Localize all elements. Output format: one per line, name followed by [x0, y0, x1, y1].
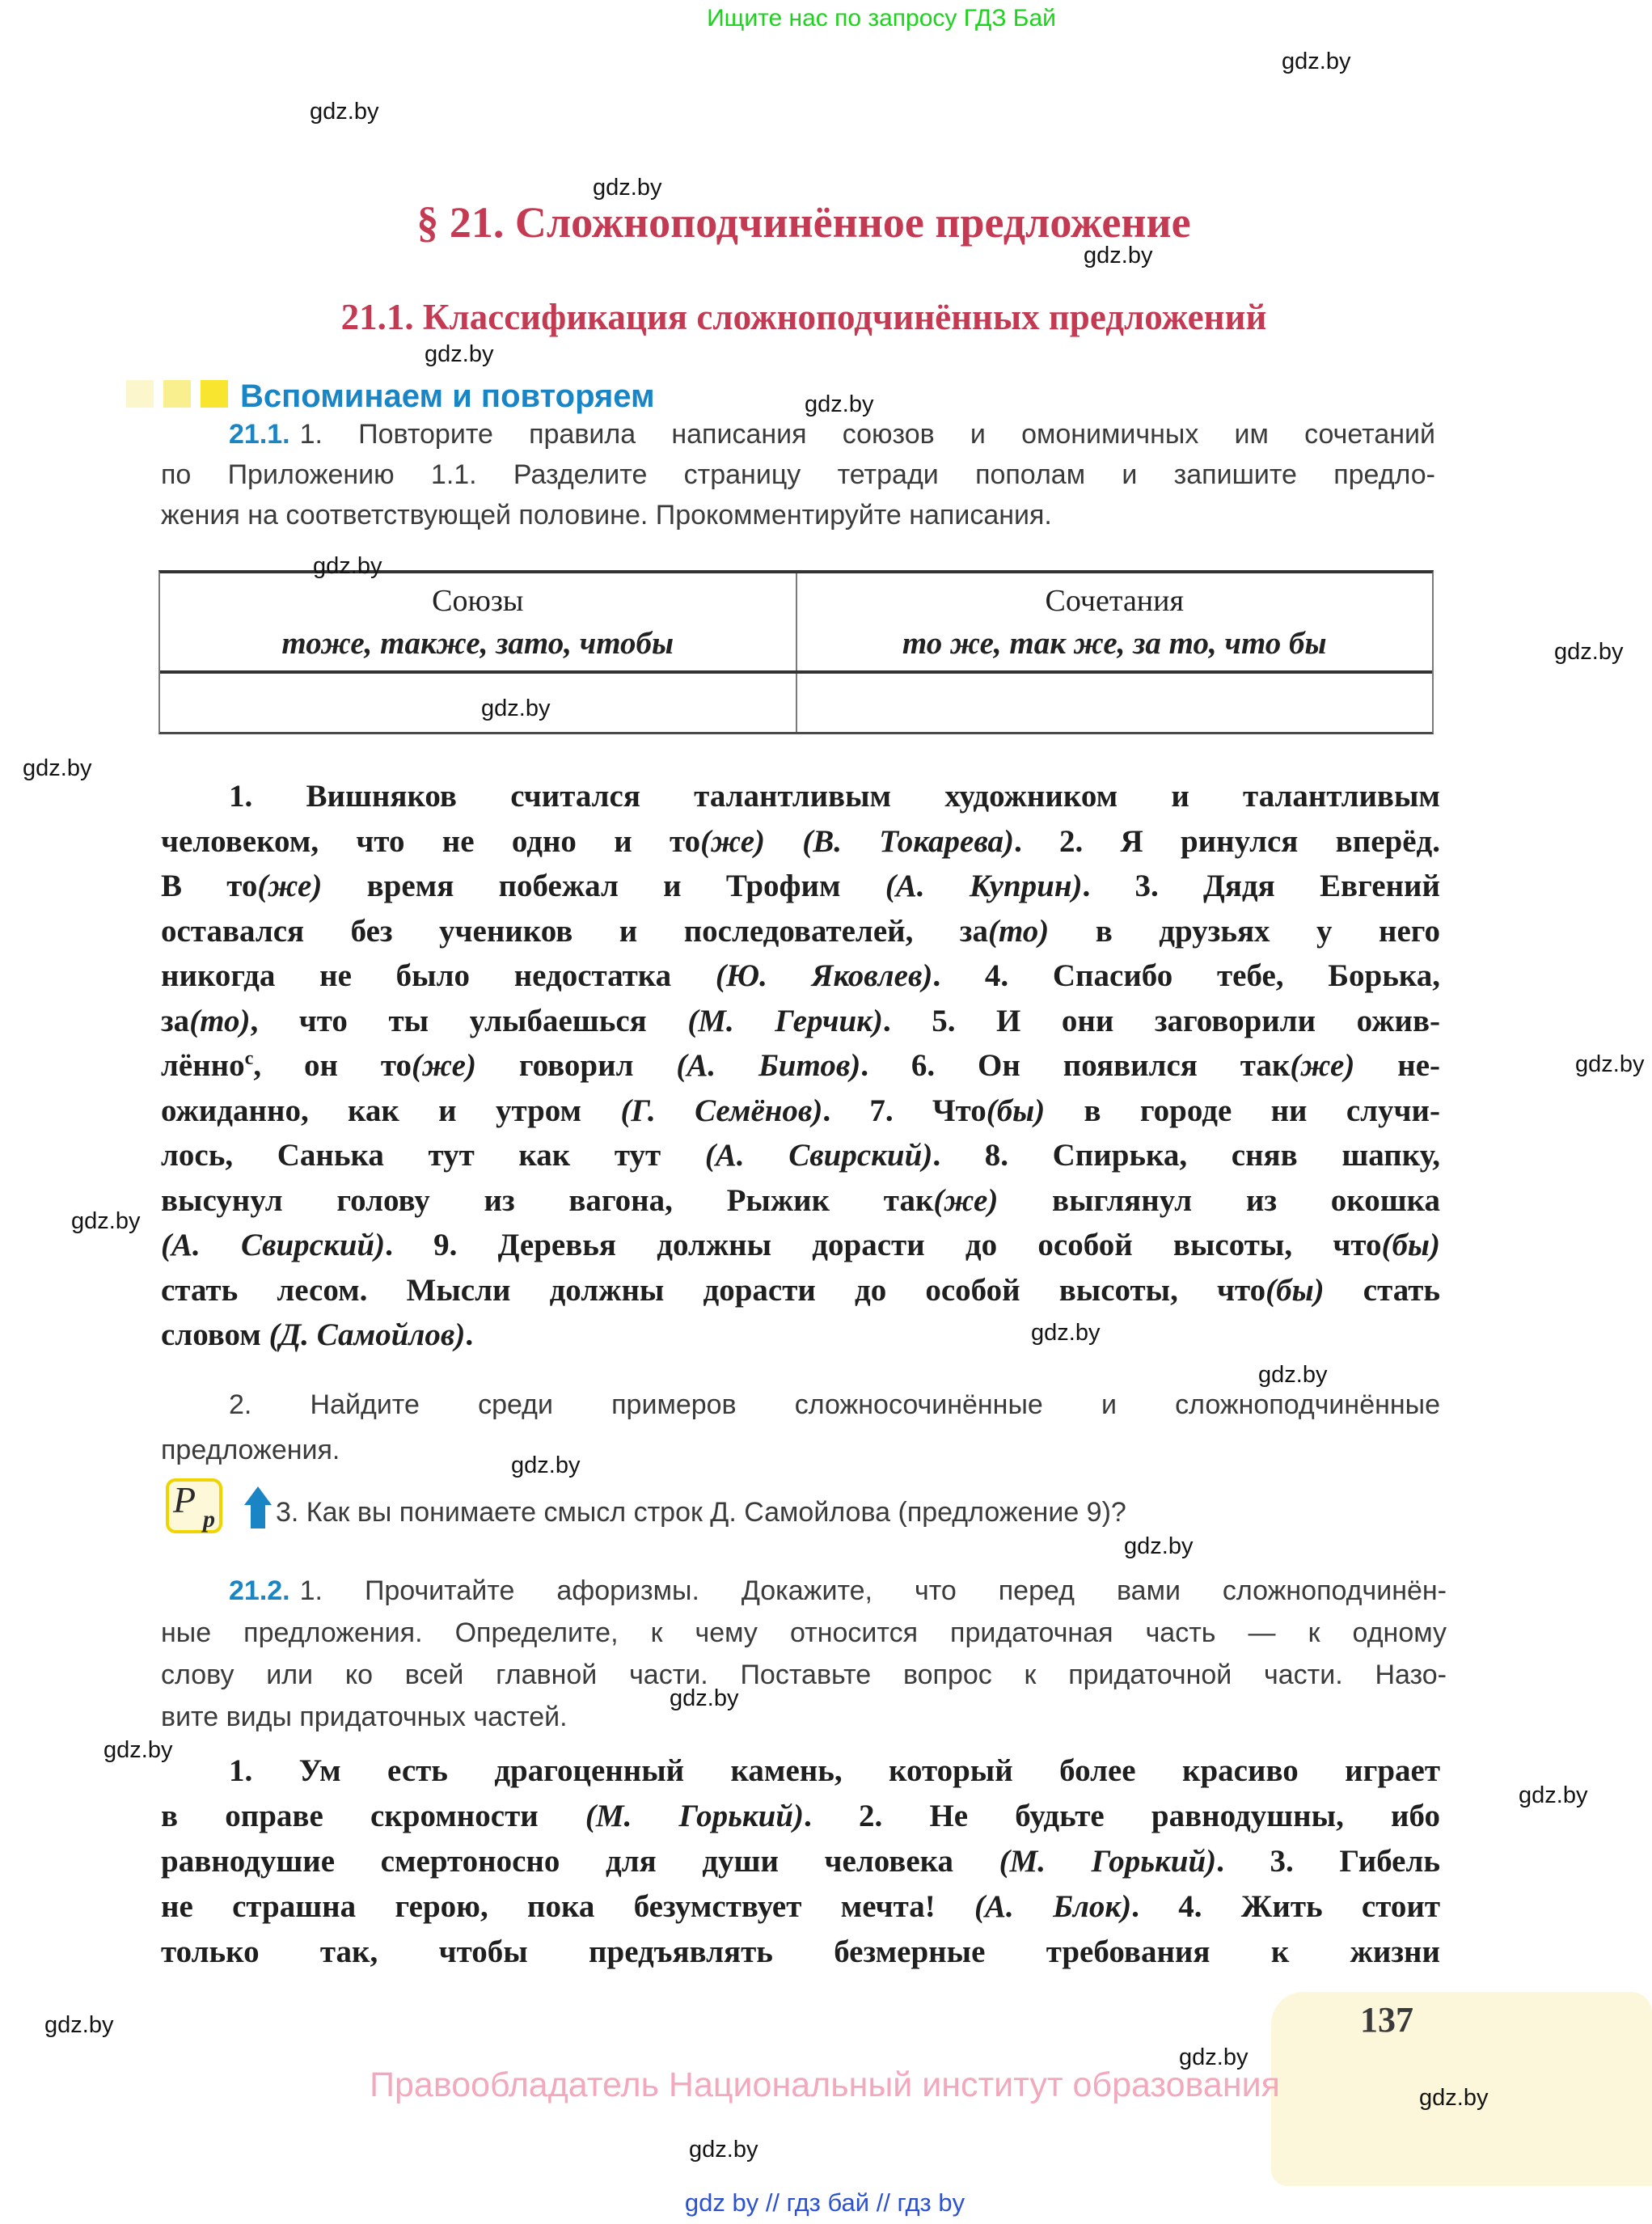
gdz-watermark: gdz.by: [1554, 639, 1624, 665]
promo-banner: Ищите нас по запросу ГДЗ Бай: [707, 5, 1056, 32]
gdz-watermark: gdz.by: [310, 99, 379, 125]
gdz-watermark: gdz.by: [689, 2137, 758, 2163]
page-number: 137: [1360, 2000, 1413, 2040]
sentence-line: не страшна герою, пока безумствует мечта! (А. Блок). 4. Жить стоит: [161, 1889, 1440, 1924]
exercise-21-1-intro: [161, 414, 1435, 535]
sentence-line: за(то), что ты улыбаешься (М. Герчик). 5. И они заговорили ожив-: [161, 1003, 1440, 1038]
yellow-square-icon: [201, 380, 228, 408]
gdz-watermark: gdz.by: [481, 696, 551, 721]
gdz-watermark: gdz.by: [511, 1452, 581, 1478]
conjunctions-table: [158, 570, 1434, 734]
text-line: вите виды придаточных частей.: [161, 1702, 568, 1732]
gdz-watermark: gdz.by: [23, 755, 92, 781]
recall-heading: Вспоминаем и повторяем: [240, 378, 655, 414]
yellow-square-icon: [126, 380, 154, 408]
table-cell-empty: [796, 674, 1433, 732]
gdz-watermark: gdz.by: [1575, 1051, 1645, 1077]
exercise-21-1-sentences: [161, 774, 1440, 1358]
column-examples: то же, так же, за то, что бы: [902, 625, 1327, 661]
sentence-line: (А. Свирский). 9. Деревья должны дорасти до особой высоты, что(бы): [161, 1228, 1440, 1262]
gdz-watermark: gdz.by: [1519, 1782, 1588, 1808]
sentence-line: 1. Вишняков считался талантливым художником и талантливым: [229, 779, 1440, 814]
sentence-line: никогда не было недостатка (Ю. Яковлев). 4. Спасибо тебе, Борька,: [161, 958, 1440, 993]
sentence-line: лённо$^с$, он то(же) говорил (А. Битов). 6. Он появился так(же) не-: [161, 1047, 1440, 1083]
footer-links[interactable]: gdz by // гдз бай // гдз by: [684, 2188, 965, 2217]
gdz-watermark: gdz.by: [71, 1208, 141, 1234]
text-line: жения на соответствующей половине. Прокомментируйте написания.: [161, 500, 1052, 531]
exercise-21-1-task-2: [161, 1382, 1440, 1473]
exercise-number: 21.2.: [229, 1575, 290, 1606]
column-examples: тоже, также, зато, чтобы: [281, 625, 674, 661]
sentence-line: словом (Д. Самойлов).: [161, 1317, 474, 1352]
sentence-line: равнодушие смертоносно для души человека (М. Горький). 3. Гибель: [161, 1844, 1440, 1879]
sentence-line: в оправе скромности (М. Горький). 2. Не будьте равнодушны, ибо: [161, 1799, 1440, 1833]
copyright-notice: Правообладатель Национальный институт образования: [370, 2065, 1280, 2104]
sentence-line: ожиданно, как и утром (Г. Семёнов). 7. Что(бы) в городе ни случи-: [161, 1093, 1440, 1128]
gdz-watermark: gdz.by: [1258, 1362, 1328, 1388]
exercise-21-2-intro: [161, 1570, 1447, 1738]
gdz-watermark: gdz.by: [425, 341, 494, 367]
sentence-line: оставался без учеников и последователей, за(то) в друзьях у него: [161, 913, 1440, 949]
section-subtitle: 21.1. Классификация сложноподчинённых предложений: [340, 297, 1267, 337]
gdz-watermark: gdz.by: [1419, 2085, 1489, 2111]
gdz-watermark: gdz.by: [313, 553, 382, 579]
paragraph-title: § 21. Сложноподчинённое предложение: [416, 198, 1191, 247]
sentence-line: человеком, что не одно и то(же) (В. Токарева). 2. Я ринулся вперёд.: [161, 823, 1440, 859]
sentence-line: только так, чтобы предъявлять безмерные требования к жизни: [161, 1934, 1440, 1969]
text-line: 21.1. 1. Повторите правила написания союзов и омонимичных им сочетаний: [229, 419, 1435, 450]
text-line: слову или ко всей главной части. Поставьте вопрос к придаточной части. Назо-: [161, 1660, 1447, 1690]
text-line: 2. Найдите среди примеров сложносочинённые и сложноподчинённые: [229, 1389, 1440, 1420]
sentence-line: 1. Ум есть драгоценный камень, который более красиво играет: [229, 1753, 1440, 1788]
yellow-square-icon: [163, 380, 191, 408]
sentence-line: высунул голову из вагона, Рыжик так(же) выглянул из окошка: [161, 1182, 1440, 1218]
sentence-line: лось, Санька тут как тут (А. Свирский). 8. Спирька, сняв шапку,: [161, 1138, 1441, 1173]
table-cell-empty: [160, 674, 796, 732]
table-cell-combinations: [796, 573, 1433, 670]
gdz-watermark: gdz.by: [805, 391, 874, 417]
gdz-watermark: gdz.by: [1031, 1320, 1101, 1346]
speech-development-icon: [166, 1478, 222, 1533]
text-line: 21.2. 1. Прочитайте афоризмы. Докажите, что перед вами сложноподчинён-: [229, 1575, 1447, 1606]
sentence-line: стать лесом. Мысли должны дорасти до особой высоты, что(бы) стать: [161, 1272, 1440, 1308]
gdz-watermark: gdz.by: [104, 1737, 173, 1763]
column-header: Сочетания: [1045, 583, 1184, 618]
exercise-number: 21.1.: [229, 419, 290, 450]
speech-icon-letter-small: р: [203, 1506, 215, 1533]
text-line: предложения.: [161, 1435, 340, 1465]
gdz-watermark: gdz.by: [670, 1685, 739, 1711]
blue-up-arrow-icon: [244, 1486, 272, 1530]
text-line: по Приложению 1.1. Разделите страницу тетради пополам и запишите предло-: [161, 459, 1435, 490]
table-header-row: [160, 573, 1432, 674]
column-header: Союзы: [432, 583, 524, 618]
speech-icon-letter-large: Р: [173, 1479, 196, 1520]
gdz-watermark: gdz.by: [44, 2012, 114, 2038]
gdz-watermark: gdz.by: [1179, 2044, 1249, 2070]
gdz-watermark: gdz.by: [1084, 243, 1153, 268]
exercise-21-1-task-3: 3. Как вы понимаете смысл строк Д. Самойлова (предложение 9)?: [276, 1497, 1126, 1528]
gdz-watermark: gdz.by: [1124, 1533, 1194, 1559]
table-empty-row: [160, 674, 1432, 732]
sentence-line: В то(же) время побежал и Трофим (А. Куприн). 3. Дядя Евгений: [161, 869, 1441, 903]
gdz-watermark: gdz.by: [593, 175, 662, 201]
text-line: ные предложения. Определите, к чему относится придаточная часть — к одному: [161, 1617, 1447, 1648]
table-cell-conjunctions: [160, 573, 796, 670]
exercise-21-2-sentences: [161, 1748, 1440, 1975]
gdz-watermark: gdz.by: [1282, 49, 1351, 74]
